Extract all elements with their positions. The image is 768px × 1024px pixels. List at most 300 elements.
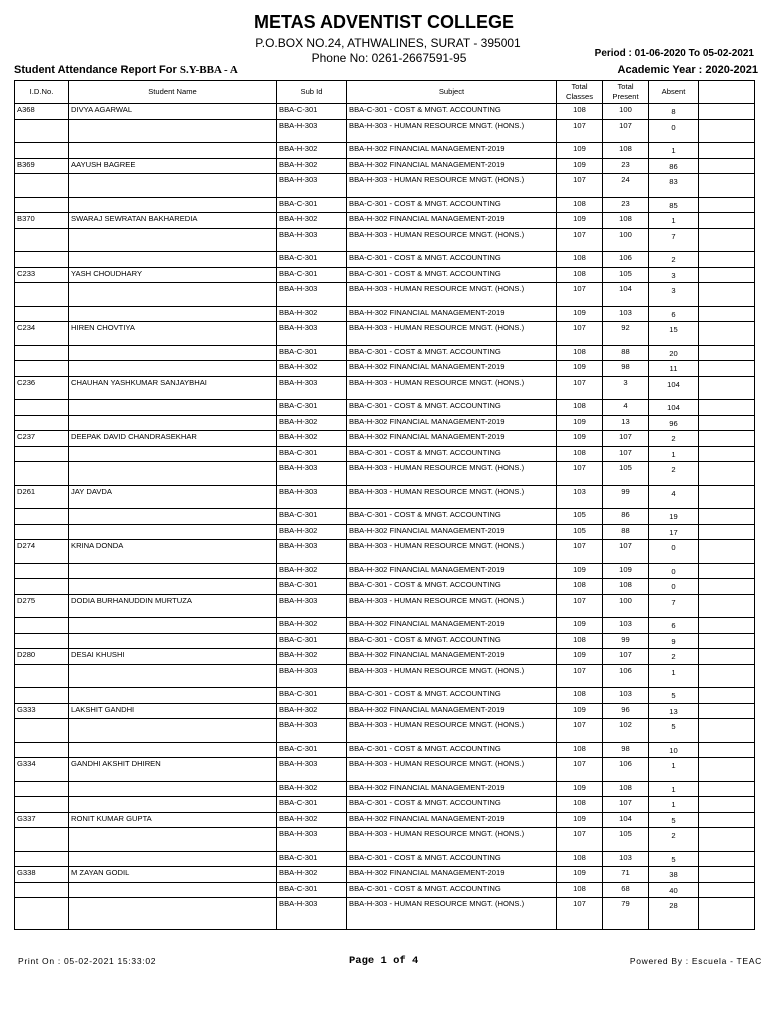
table-row (15, 158, 755, 174)
student-id-cell (15, 563, 69, 579)
subject-cell: BBA-H-302 FINANCIAL MANAGEMENT-2019 (347, 143, 557, 159)
student-name-cell: DIVYA AGARWAL (69, 104, 277, 120)
table-row (15, 703, 755, 719)
total-classes-cell: 107 (557, 462, 603, 486)
subject-cell: BBA-H-302 FINANCIAL MANAGEMENT-2019 (347, 524, 557, 540)
student-id-cell: D275 (15, 594, 69, 618)
table-row (15, 719, 755, 743)
college-address: P.O.BOX NO.24, ATHWALINES, SURAT - 395001 (255, 36, 521, 50)
table-row (15, 758, 755, 782)
subject-cell: BBA-C-301 - COST & MNGT. ACCOUNTING (347, 742, 557, 758)
table-row (15, 594, 755, 618)
blank-cell (699, 431, 755, 447)
absent-cell: 6 (649, 618, 699, 634)
absent-cell: 1 (649, 758, 699, 782)
student-id-cell (15, 742, 69, 758)
table-row (15, 306, 755, 322)
student-id-cell (15, 618, 69, 634)
table-row (15, 649, 755, 665)
total-present-cell: 108 (603, 213, 649, 229)
total-classes-cell: 109 (557, 158, 603, 174)
total-classes-cell: 108 (557, 851, 603, 867)
total-present-cell: 107 (603, 119, 649, 143)
student-id-cell (15, 719, 69, 743)
absent-cell: 2 (649, 252, 699, 268)
col-header-sub-id: Sub Id (277, 81, 347, 104)
table-row (15, 213, 755, 229)
absent-cell: 19 (649, 509, 699, 525)
student-id-cell (15, 306, 69, 322)
total-present-cell: 100 (603, 104, 649, 120)
total-classes-cell: 109 (557, 703, 603, 719)
blank-cell (699, 882, 755, 898)
blank-cell (699, 719, 755, 743)
absent-cell: 13 (649, 703, 699, 719)
absent-cell: 86 (649, 158, 699, 174)
total-present-cell: 102 (603, 719, 649, 743)
student-id-cell (15, 174, 69, 198)
student-name-cell: JAY DAVDA (69, 485, 277, 509)
total-present-cell: 88 (603, 345, 649, 361)
total-classes-cell: 108 (557, 633, 603, 649)
total-classes-cell: 105 (557, 524, 603, 540)
student-name-cell (69, 252, 277, 268)
blank-cell (699, 252, 755, 268)
absent-cell: 1 (649, 664, 699, 688)
blank-cell (699, 446, 755, 462)
student-id-cell: B370 (15, 213, 69, 229)
subject-cell: BBA-H-302 FINANCIAL MANAGEMENT-2019 (347, 703, 557, 719)
absent-cell: 2 (649, 431, 699, 447)
total-classes-cell: 107 (557, 898, 603, 930)
total-classes-cell: 108 (557, 252, 603, 268)
sub-id-cell: BBA-H-302 (277, 158, 347, 174)
subject-cell: BBA-H-302 FINANCIAL MANAGEMENT-2019 (347, 361, 557, 377)
absent-cell: 0 (649, 540, 699, 564)
student-name-cell (69, 306, 277, 322)
subject-cell: BBA-H-303 - HUMAN RESOURCE MNGT. (HONS.) (347, 540, 557, 564)
subject-cell: BBA-C-301 - COST & MNGT. ACCOUNTING (347, 509, 557, 525)
total-classes-cell: 107 (557, 119, 603, 143)
sub-id-cell: BBA-C-301 (277, 400, 347, 416)
sub-id-cell: BBA-H-303 (277, 228, 347, 252)
subject-cell: BBA-H-303 - HUMAN RESOURCE MNGT. (HONS.) (347, 283, 557, 307)
absent-cell: 8 (649, 104, 699, 120)
student-id-cell: C233 (15, 267, 69, 283)
total-present-cell: 108 (603, 781, 649, 797)
absent-cell: 1 (649, 446, 699, 462)
table-row (15, 446, 755, 462)
blank-cell (699, 664, 755, 688)
blank-cell (699, 797, 755, 813)
absent-cell: 3 (649, 267, 699, 283)
sub-id-cell: BBA-H-303 (277, 540, 347, 564)
table-row (15, 485, 755, 509)
absent-cell: 1 (649, 143, 699, 159)
absent-cell: 7 (649, 594, 699, 618)
absent-cell: 40 (649, 882, 699, 898)
col-header-total-present-line1: Total (617, 82, 634, 92)
subject-cell: BBA-C-301 - COST & MNGT. ACCOUNTING (347, 688, 557, 704)
student-id-cell (15, 781, 69, 797)
student-name-cell (69, 688, 277, 704)
table-row (15, 415, 755, 431)
blank-cell (699, 867, 755, 883)
student-id-cell: G333 (15, 703, 69, 719)
subject-cell: BBA-C-301 - COST & MNGT. ACCOUNTING (347, 797, 557, 813)
student-name-cell (69, 797, 277, 813)
blank-cell (699, 579, 755, 595)
total-present-cell: 3 (603, 376, 649, 400)
blank-cell (699, 345, 755, 361)
subject-cell: BBA-H-303 - HUMAN RESOURCE MNGT. (HONS.) (347, 322, 557, 346)
blank-cell (699, 119, 755, 143)
blank-cell (699, 267, 755, 283)
college-phone: Phone No: 0261-2667591-95 (311, 51, 467, 65)
sub-id-cell: BBA-H-303 (277, 898, 347, 930)
total-classes-cell: 109 (557, 213, 603, 229)
subject-cell: BBA-H-303 - HUMAN RESOURCE MNGT. (HONS.) (347, 664, 557, 688)
total-classes-cell: 107 (557, 828, 603, 852)
table-row (15, 431, 755, 447)
table-row (15, 664, 755, 688)
sub-id-cell: BBA-H-302 (277, 649, 347, 665)
table-row (15, 540, 755, 564)
subject-cell: BBA-C-301 - COST & MNGT. ACCOUNTING (347, 104, 557, 120)
absent-cell: 2 (649, 462, 699, 486)
subject-cell: BBA-H-303 - HUMAN RESOURCE MNGT. (HONS.) (347, 594, 557, 618)
total-classes-cell: 107 (557, 594, 603, 618)
student-name-cell: DODIA BURHANUDDIN MURTUZA (69, 594, 277, 618)
total-present-cell: 107 (603, 431, 649, 447)
report-label: Student Attendance Report For (14, 64, 180, 76)
blank-cell (699, 376, 755, 400)
absent-cell: 11 (649, 361, 699, 377)
total-classes-cell: 107 (557, 540, 603, 564)
student-id-cell: D261 (15, 485, 69, 509)
subject-cell: BBA-H-302 FINANCIAL MANAGEMENT-2019 (347, 812, 557, 828)
subject-cell: BBA-H-303 - HUMAN RESOURCE MNGT. (HONS.) (347, 462, 557, 486)
absent-cell: 9 (649, 633, 699, 649)
total-classes-cell: 109 (557, 781, 603, 797)
sub-id-cell: BBA-C-301 (277, 633, 347, 649)
blank-cell (699, 509, 755, 525)
total-classes-cell: 109 (557, 361, 603, 377)
total-present-cell: 106 (603, 252, 649, 268)
total-present-cell: 104 (603, 283, 649, 307)
student-name-cell: DESAI KHUSHI (69, 649, 277, 665)
student-id-cell (15, 797, 69, 813)
col-header-total-present (603, 81, 649, 104)
subject-cell: BBA-C-301 - COST & MNGT. ACCOUNTING (347, 345, 557, 361)
sub-id-cell: BBA-H-303 (277, 119, 347, 143)
total-present-cell: 105 (603, 828, 649, 852)
student-id-cell: G334 (15, 758, 69, 782)
student-id-cell (15, 664, 69, 688)
student-id-cell (15, 579, 69, 595)
absent-cell: 2 (649, 649, 699, 665)
sub-id-cell: BBA-H-302 (277, 618, 347, 634)
total-present-cell: 23 (603, 158, 649, 174)
total-present-cell: 105 (603, 462, 649, 486)
subject-cell: BBA-H-302 FINANCIAL MANAGEMENT-2019 (347, 618, 557, 634)
table-row (15, 898, 755, 930)
print-timestamp: Print On : 05-02-2021 15:33:02 (18, 956, 157, 966)
blank-cell (699, 812, 755, 828)
page-number: Page 1 of 4 (349, 955, 419, 967)
total-classes-cell: 109 (557, 143, 603, 159)
subject-cell: BBA-C-301 - COST & MNGT. ACCOUNTING (347, 633, 557, 649)
total-classes-cell: 105 (557, 509, 603, 525)
table-row (15, 781, 755, 797)
absent-cell: 28 (649, 898, 699, 930)
student-id-cell: D274 (15, 540, 69, 564)
student-id-cell (15, 882, 69, 898)
sub-id-cell: BBA-H-302 (277, 213, 347, 229)
total-classes-cell: 108 (557, 197, 603, 213)
table-row (15, 633, 755, 649)
student-name-cell (69, 524, 277, 540)
subject-cell: BBA-H-302 FINANCIAL MANAGEMENT-2019 (347, 867, 557, 883)
absent-cell: 85 (649, 197, 699, 213)
sub-id-cell: BBA-C-301 (277, 509, 347, 525)
total-present-cell: 109 (603, 563, 649, 579)
sub-id-cell: BBA-H-303 (277, 322, 347, 346)
total-classes-cell: 107 (557, 228, 603, 252)
student-id-cell (15, 633, 69, 649)
total-present-cell: 99 (603, 485, 649, 509)
sub-id-cell: BBA-H-303 (277, 594, 347, 618)
total-classes-cell: 107 (557, 322, 603, 346)
blank-cell (699, 540, 755, 564)
student-name-cell (69, 361, 277, 377)
sub-id-cell: BBA-H-302 (277, 867, 347, 883)
absent-cell: 5 (649, 719, 699, 743)
table-row (15, 462, 755, 486)
total-classes-cell: 108 (557, 446, 603, 462)
total-classes-cell: 109 (557, 431, 603, 447)
absent-cell: 1 (649, 781, 699, 797)
table-row (15, 688, 755, 704)
total-classes-cell: 108 (557, 400, 603, 416)
student-name-cell (69, 400, 277, 416)
sub-id-cell: BBA-H-302 (277, 361, 347, 377)
blank-cell (699, 485, 755, 509)
absent-cell: 2 (649, 828, 699, 852)
total-classes-cell: 107 (557, 719, 603, 743)
student-id-cell: C234 (15, 322, 69, 346)
sub-id-cell: BBA-H-303 (277, 758, 347, 782)
table-row (15, 322, 755, 346)
total-classes-cell: 107 (557, 758, 603, 782)
absent-cell: 0 (649, 563, 699, 579)
sub-id-cell: BBA-H-303 (277, 828, 347, 852)
subject-cell: BBA-H-302 FINANCIAL MANAGEMENT-2019 (347, 415, 557, 431)
total-present-cell: 96 (603, 703, 649, 719)
student-name-cell (69, 898, 277, 930)
subject-cell: BBA-H-303 - HUMAN RESOURCE MNGT. (HONS.) (347, 898, 557, 930)
sub-id-cell: BBA-H-303 (277, 719, 347, 743)
student-name-cell (69, 851, 277, 867)
table-row (15, 376, 755, 400)
total-classes-cell: 103 (557, 485, 603, 509)
subject-cell: BBA-H-302 FINANCIAL MANAGEMENT-2019 (347, 213, 557, 229)
student-name-cell: KRINA DONDA (69, 540, 277, 564)
absent-cell: 0 (649, 119, 699, 143)
student-name-cell: DEEPAK DAVID CHANDRASEKHAR (69, 431, 277, 447)
student-id-cell (15, 197, 69, 213)
table-row (15, 267, 755, 283)
student-name-cell: SWARAJ SEWRATAN BAKHAREDIA (69, 213, 277, 229)
total-present-cell: 100 (603, 228, 649, 252)
blank-cell (699, 143, 755, 159)
attendance-table (14, 80, 755, 930)
total-present-cell: 107 (603, 540, 649, 564)
sub-id-cell: BBA-C-301 (277, 267, 347, 283)
student-name-cell (69, 618, 277, 634)
total-present-cell: 24 (603, 174, 649, 198)
subject-cell: BBA-H-302 FINANCIAL MANAGEMENT-2019 (347, 649, 557, 665)
student-name-cell (69, 633, 277, 649)
blank-cell (699, 361, 755, 377)
subject-cell: BBA-C-301 - COST & MNGT. ACCOUNTING (347, 579, 557, 595)
total-present-cell: 88 (603, 524, 649, 540)
blank-cell (699, 828, 755, 852)
student-name-cell (69, 345, 277, 361)
sub-id-cell: BBA-H-302 (277, 781, 347, 797)
sub-id-cell: BBA-H-302 (277, 143, 347, 159)
total-present-cell: 23 (603, 197, 649, 213)
absent-cell: 3 (649, 283, 699, 307)
student-name-cell (69, 781, 277, 797)
total-classes-cell: 107 (557, 376, 603, 400)
student-name-cell (69, 143, 277, 159)
total-present-cell: 108 (603, 143, 649, 159)
report-period: Period : 01-06-2020 To 05-02-2021 (594, 48, 754, 59)
student-id-cell: B369 (15, 158, 69, 174)
table-row (15, 882, 755, 898)
student-id-cell: C236 (15, 376, 69, 400)
subject-cell: BBA-H-303 - HUMAN RESOURCE MNGT. (HONS.) (347, 174, 557, 198)
absent-cell: 15 (649, 322, 699, 346)
student-id-cell (15, 462, 69, 486)
subject-cell: BBA-H-303 - HUMAN RESOURCE MNGT. (HONS.) (347, 719, 557, 743)
student-id-cell (15, 345, 69, 361)
sub-id-cell: BBA-H-303 (277, 376, 347, 400)
table-row (15, 252, 755, 268)
subject-cell: BBA-C-301 - COST & MNGT. ACCOUNTING (347, 197, 557, 213)
student-id-cell (15, 400, 69, 416)
total-present-cell: 107 (603, 797, 649, 813)
sub-id-cell: BBA-H-302 (277, 431, 347, 447)
total-classes-cell: 108 (557, 345, 603, 361)
absent-cell: 104 (649, 376, 699, 400)
sub-id-cell: BBA-C-301 (277, 446, 347, 462)
student-id-cell (15, 828, 69, 852)
blank-cell (699, 781, 755, 797)
blank-cell (699, 758, 755, 782)
total-present-cell: 107 (603, 649, 649, 665)
subject-cell: BBA-H-302 FINANCIAL MANAGEMENT-2019 (347, 158, 557, 174)
sub-id-cell: BBA-H-302 (277, 415, 347, 431)
sub-id-cell: BBA-H-302 (277, 524, 347, 540)
sub-id-cell: BBA-H-303 (277, 664, 347, 688)
student-id-cell: C237 (15, 431, 69, 447)
col-header-absent: Absent (649, 81, 699, 104)
subject-cell: BBA-H-303 - HUMAN RESOURCE MNGT. (HONS.) (347, 119, 557, 143)
total-classes-cell: 108 (557, 579, 603, 595)
sub-id-cell: BBA-H-303 (277, 283, 347, 307)
sub-id-cell: BBA-H-302 (277, 812, 347, 828)
student-id-cell (15, 119, 69, 143)
blank-cell (699, 104, 755, 120)
college-name: METAS ADVENTIST COLLEGE (253, 12, 514, 32)
blank-cell (699, 228, 755, 252)
table-row (15, 618, 755, 634)
sub-id-cell: BBA-H-303 (277, 485, 347, 509)
total-classes-cell: 109 (557, 867, 603, 883)
student-name-cell (69, 579, 277, 595)
subject-cell: BBA-C-301 - COST & MNGT. ACCOUNTING (347, 400, 557, 416)
student-name-cell (69, 119, 277, 143)
blank-cell (699, 649, 755, 665)
total-present-cell: 71 (603, 867, 649, 883)
total-classes-cell: 107 (557, 174, 603, 198)
col-header-subject: Subject (347, 81, 557, 104)
total-present-cell: 98 (603, 361, 649, 377)
student-name-cell: AAYUSH BAGREE (69, 158, 277, 174)
student-name-cell (69, 882, 277, 898)
blank-cell (699, 158, 755, 174)
blank-cell (699, 524, 755, 540)
student-id-cell (15, 509, 69, 525)
powered-by: Powered By : Escuela - TEAC (629, 956, 762, 966)
total-classes-cell: 107 (557, 664, 603, 688)
subject-cell: BBA-H-302 FINANCIAL MANAGEMENT-2019 (347, 781, 557, 797)
subject-cell: BBA-C-301 - COST & MNGT. ACCOUNTING (347, 851, 557, 867)
table-row (15, 579, 755, 595)
table-body (15, 104, 755, 930)
student-id-cell (15, 851, 69, 867)
sub-id-cell: BBA-H-303 (277, 174, 347, 198)
sub-id-cell: BBA-C-301 (277, 882, 347, 898)
total-classes-cell: 108 (557, 882, 603, 898)
subject-cell: BBA-H-302 FINANCIAL MANAGEMENT-2019 (347, 306, 557, 322)
student-name-cell (69, 197, 277, 213)
student-name-cell: M ZAYAN GODIL (69, 867, 277, 883)
total-present-cell: 99 (603, 633, 649, 649)
student-name-cell: HIREN CHOVTIYA (69, 322, 277, 346)
student-name-cell (69, 415, 277, 431)
col-header-name: Student Name (69, 81, 277, 104)
table-row (15, 828, 755, 852)
student-name-cell (69, 828, 277, 852)
absent-cell: 4 (649, 485, 699, 509)
sub-id-cell: BBA-C-301 (277, 579, 347, 595)
absent-cell: 83 (649, 174, 699, 198)
student-id-cell: D280 (15, 649, 69, 665)
table-row (15, 563, 755, 579)
student-id-cell: A368 (15, 104, 69, 120)
table-row (15, 742, 755, 758)
subject-cell: BBA-H-302 FINANCIAL MANAGEMENT-2019 (347, 431, 557, 447)
subject-cell: BBA-C-301 - COST & MNGT. ACCOUNTING (347, 267, 557, 283)
sub-id-cell: BBA-H-302 (277, 563, 347, 579)
total-present-cell: 107 (603, 446, 649, 462)
student-id-cell (15, 688, 69, 704)
blank-cell (699, 703, 755, 719)
blank-cell (699, 688, 755, 704)
